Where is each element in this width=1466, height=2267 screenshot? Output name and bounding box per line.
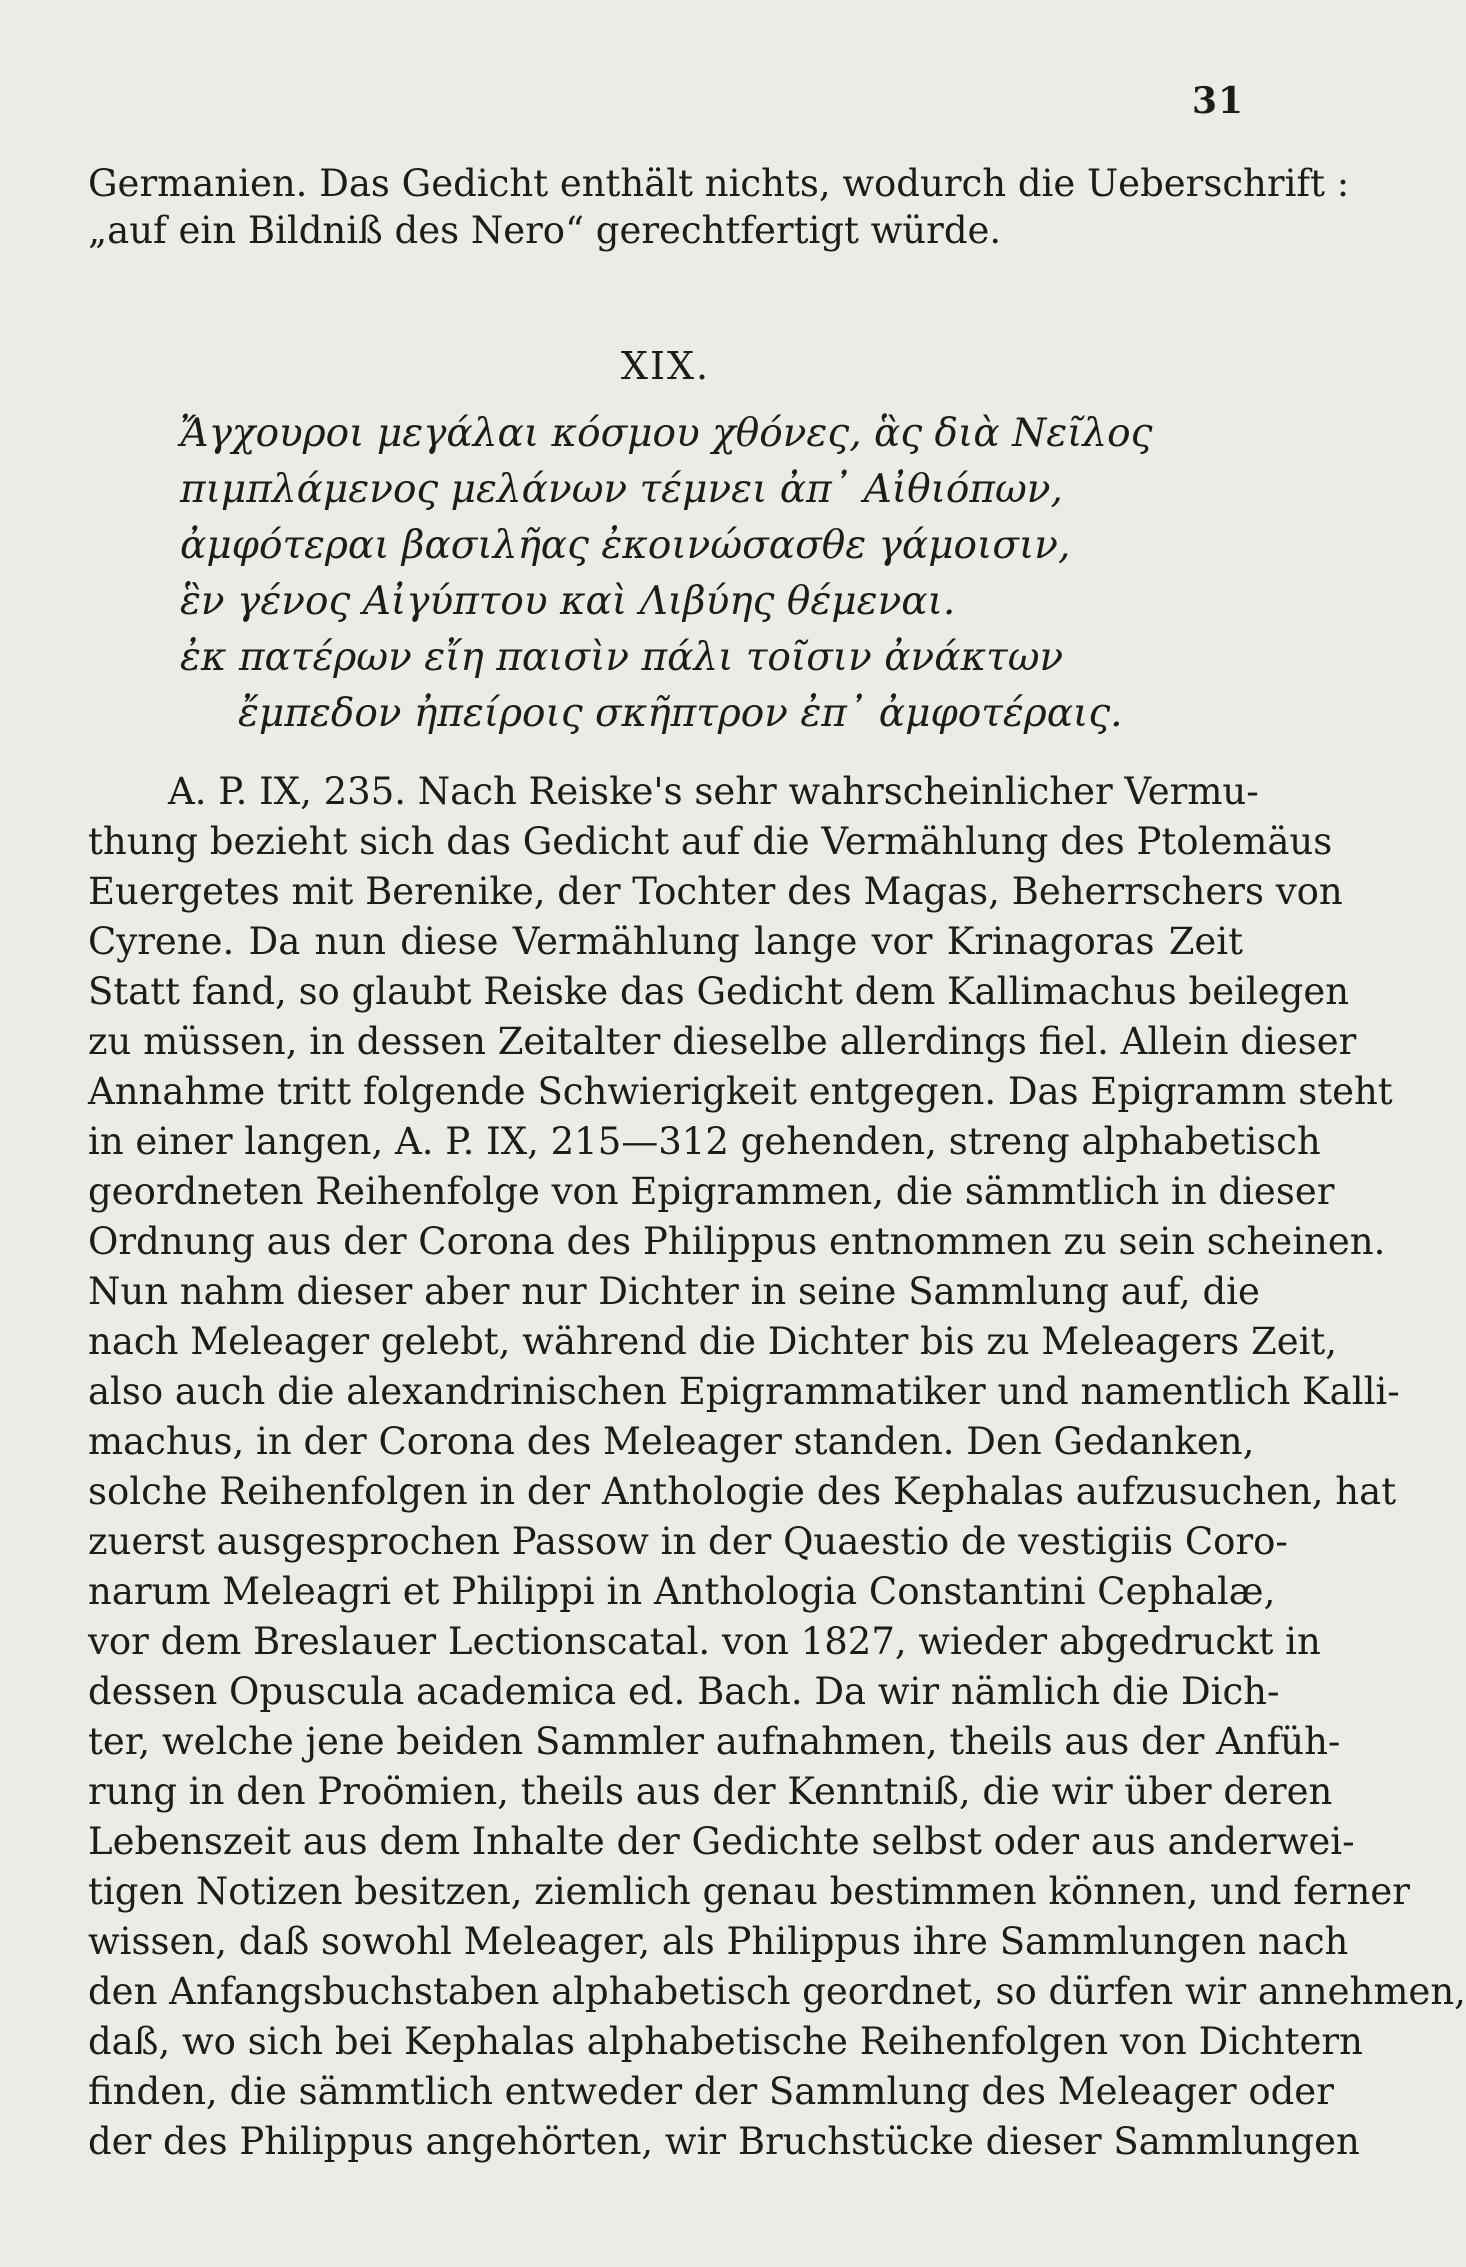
text-line: wissen, daß sowohl Meleager, als Philippus ihre Sammlungen nach [88,1920,1349,1963]
poem-line: Ἄγχουροι μεγάλαι κόσμου χθόνες, ἃς διὰ Νεῖλος [180,411,1153,456]
text-line: Ordnung aus der Corona des Philippus entnommen zu sein scheinen. [88,1220,1386,1263]
text-line: Germanien. Das Gedicht enthält nichts, wodurch die Ueberschrift : [88,162,1350,205]
poem-line: ἔμπεδον ἠπείροις σκῆπτρον ἐπ᾽ ἀμφοτέραις. [238,691,1123,736]
text-line: der des Philippus angehörten, wir Bruchstücke dieser Sammlungen [88,2120,1360,2163]
poem-line: ἐκ πατέρων εἴη παισὶν πάλι τοῖσιν ἀνάκτων [180,635,1064,680]
text-line: rung in den Proömien, theils aus der Kenntniß, die wir über deren [88,1770,1333,1813]
text-line: vor dem Breslauer Lectionscatal. von 1827, wieder abgedruckt in [88,1620,1321,1663]
text-line: Statt fand, so glaubt Reiske das Gedicht dem Kallimachus beilegen [88,970,1350,1013]
text-line: ter, welche jene beiden Sammler aufnahmen, theils aus der Anfüh- [88,1720,1341,1763]
text-line: Euergetes mit Berenike, der Tochter des Magas, Beherrschers von [88,870,1343,913]
text-line: zu müssen, in dessen Zeitalter dieselbe allerdings fiel. Allein dieser [88,1020,1357,1063]
text-line: den Anfangsbuchstaben alphabetisch geordnet, so dürfen wir annehmen, [88,1970,1466,2013]
text-line: nach Meleager gelebt, während die Dichter bis zu Meleagers Zeit, [88,1320,1338,1363]
text-line: Lebenszeit aus dem Inhalte der Gedichte selbst oder aus anderwei- [88,1820,1355,1863]
text-line: also auch die alexandrinischen Epigrammatiker und namentlich Kalli- [88,1370,1400,1413]
text-line: daß, wo sich bei Kephalas alphabetische Reihenfolgen von Dichtern [88,2020,1363,2063]
text-line: narum Meleagri et Philippi in Anthologia Constantini Cephalæ, [88,1570,1276,1613]
text-line: dessen Opuscula academica ed. Bach. Da wir nämlich die Dich- [88,1670,1280,1713]
text-line: A. P. IX, 235. Nach Reiske's sehr wahrscheinlicher Vermu- [168,770,1259,813]
text-line: in einer langen, A. P. IX, 215—312 gehenden, streng alphabetisch [88,1120,1321,1163]
text-line: „auf ein Bildniß des Nero“ gerechtfertigt würde. [88,209,1002,252]
text-line: solche Reihenfolgen in der Anthologie des Kephalas aufzusuchen, hat [88,1470,1397,1513]
poem-line: πιμπλάμενος μελάνων τέμνει ἀπ᾽ Αἰθιόπων, [180,467,1063,512]
text-line: tigen Notizen besitzen, ziemlich genau bestimmen können, und ferner [88,1870,1410,1913]
poem-line: ἀμφότεραι βασιλῆας ἐκοινώσασθε γάμοισιν, [180,523,1071,568]
page-number: 31 [1192,80,1245,122]
text-line: geordneten Reihenfolge von Epigrammen, die sämmtlich in dieser [88,1170,1335,1213]
text-line: Annahme tritt folgende Schwierigkeit entgegen. Das Epigramm steht [88,1070,1393,1113]
text-line: finden, die sämmtlich entweder der Sammlung des Meleager oder [88,2070,1334,2113]
poem-line: ἓν γένος Αἰγύπτου καὶ Λιβύης θέμεναι. [180,579,956,624]
text-line: machus, in der Corona des Meleager standen. Den Gedanken, [88,1420,1255,1463]
text-line: zuerst ausgesprochen Passow in der Quaestio de vestigiis Coro- [88,1520,1288,1563]
text-line: Cyrene. Da nun diese Vermählung lange vor Krinagoras Zeit [88,920,1243,963]
text-line: thung bezieht sich das Gedicht auf die Vermählung des Ptolemäus [88,820,1333,863]
text-line: Nun nahm dieser aber nur Dichter in seine Sammlung auf, die [88,1270,1260,1313]
section-heading: XIX. [620,344,711,388]
